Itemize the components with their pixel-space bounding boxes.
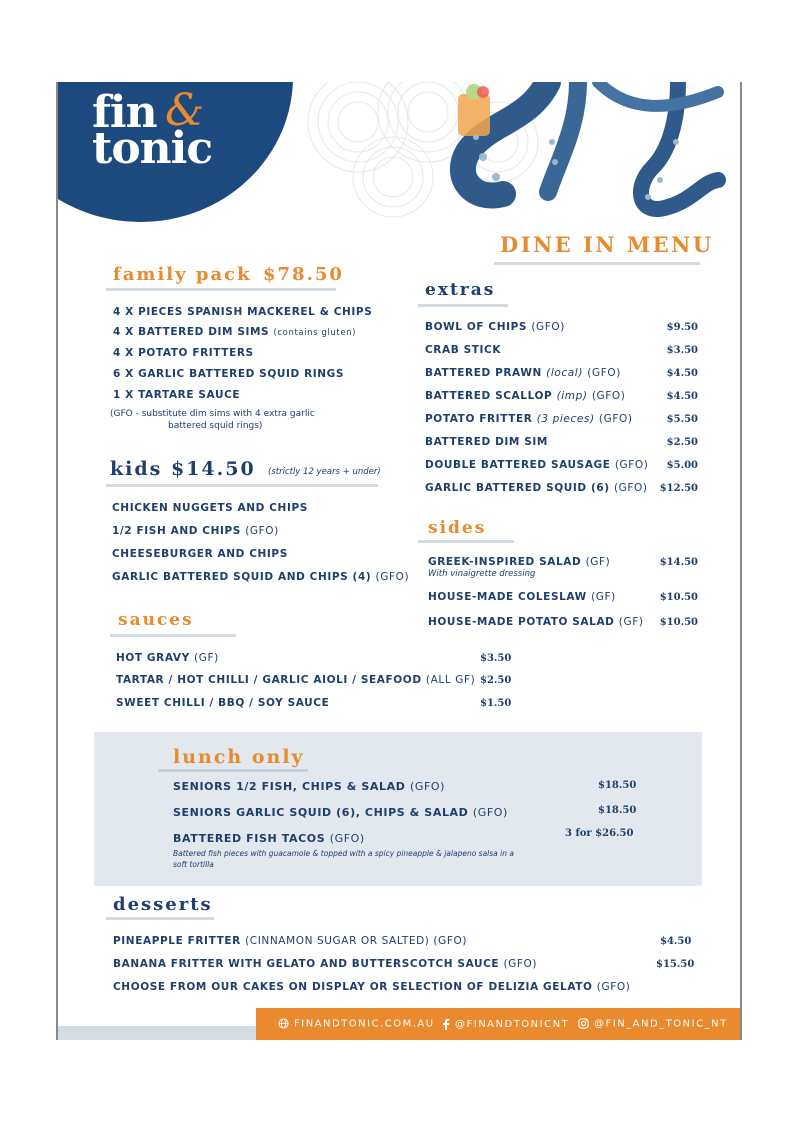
item-name: GARLIC BATTERED SQUID (6) <box>425 482 610 494</box>
item-qualifier: (3 pieces) <box>536 413 595 425</box>
footer-instagram[interactable] <box>578 1018 728 1030</box>
extras-item <box>425 367 621 379</box>
lunch-item <box>173 780 445 793</box>
extras-price: $4.50 <box>666 391 698 402</box>
item-name: POTATO FRITTER <box>425 413 533 425</box>
footer-website[interactable] <box>278 1018 435 1030</box>
item-suffix: (GFO) <box>587 367 621 379</box>
kids-item <box>112 525 279 537</box>
extras-price: $4.50 <box>666 368 698 379</box>
item-suffix: (GFO) <box>591 390 626 402</box>
sides-item <box>428 591 616 603</box>
item-suffix: (GFO) <box>329 832 365 845</box>
sides-title: sides <box>428 518 487 538</box>
lunch-underline <box>158 769 308 772</box>
item-qualifier: (imp) <box>556 390 588 402</box>
item-name: GARLIC BATTERED SQUID AND CHIPS (4) <box>112 571 372 583</box>
sides-underline <box>418 540 514 543</box>
item-suffix: (GF) <box>194 652 219 664</box>
extras-price: $2.50 <box>666 437 698 448</box>
extras-price: $12.50 <box>659 483 698 494</box>
item-name: CRAB STICK <box>425 344 502 356</box>
desserts-title: desserts <box>113 894 213 915</box>
item-description: soft tortilla <box>173 860 214 869</box>
logo-ampersand: & <box>165 85 204 136</box>
sides-price: $10.50 <box>659 617 698 628</box>
kids-item <box>112 571 409 583</box>
sauce-item <box>116 674 475 686</box>
extras-item <box>425 344 501 356</box>
family-pack-item <box>113 326 356 338</box>
item-suffix: (GFO) <box>614 459 649 471</box>
item-description: Battered fish pieces with guacamole & topped with a spicy pineapple & jalapeno salsa in a <box>173 849 514 858</box>
family-pack-title: family pack <box>113 264 252 285</box>
item-suffix: (GFO) <box>531 321 565 333</box>
item-name: BATTERED FISH TACOS <box>173 832 326 845</box>
octopus-illustration <box>428 82 740 227</box>
lunch-title: lunch only <box>173 746 305 768</box>
item-name: BATTERED DIM SIM <box>425 436 548 448</box>
lunch-price: $18.50 <box>598 805 637 816</box>
item-suffix: (GF) <box>585 556 611 568</box>
dessert-price: $15.50 <box>656 959 695 970</box>
extras-item <box>425 413 633 425</box>
item-name: TARTAR / HOT CHILLI / GARLIC AIOLI / SEAFOOD <box>116 674 422 686</box>
item-name: PINEAPPLE FRITTER <box>113 935 241 947</box>
website-link[interactable]: FINANDTONIC.COM.AU <box>294 1018 435 1030</box>
item-description: With vinaigrette dressing <box>428 569 536 579</box>
family-pack-price: $78.50 <box>263 264 344 285</box>
item-suffix: (GFO) <box>375 571 410 583</box>
page-title: DINE IN MENU <box>500 232 714 257</box>
item-name: CHICKEN NUGGETS AND CHIPS <box>112 502 308 514</box>
dessert-price: $4.50 <box>660 936 692 947</box>
footer-facebook[interactable] <box>442 1018 569 1030</box>
item-name: HOUSE-MADE COLESLAW <box>428 591 587 603</box>
item-suffix: (GFO) <box>596 981 631 993</box>
facebook-link[interactable]: @FINANDTONICNT <box>455 1019 570 1030</box>
sides-price: $10.50 <box>659 592 698 603</box>
kids-item <box>112 502 308 514</box>
dessert-item <box>113 958 537 970</box>
instagram-icon <box>578 1018 589 1029</box>
extras-item <box>425 459 648 471</box>
lunch-price: $18.50 <box>598 780 637 791</box>
sauce-price: $3.50 <box>480 653 512 664</box>
extras-item <box>425 390 626 402</box>
kids-underline <box>106 484 378 487</box>
item-name: BATTERED SCALLOP <box>425 390 553 402</box>
extras-title: extras <box>425 280 496 300</box>
globe-icon <box>278 1018 289 1029</box>
sauce-price: $1.50 <box>480 698 512 709</box>
item-suffix: (GFO) <box>409 780 446 793</box>
item-name: 1/2 FISH AND CHIPS <box>112 525 241 537</box>
sides-price: $14.50 <box>659 557 698 568</box>
item-suffix: (CINNAMON SUGAR OR SALTED) (GFO) <box>245 935 468 947</box>
item-name: HOUSE-MADE POTATO SALAD <box>428 616 615 628</box>
item-name: BOWL OF CHIPS <box>425 321 528 333</box>
item-name: CHOOSE FROM OUR CAKES ON DISPLAY OR SELECTION OF DELIZIA GELATO <box>113 981 593 993</box>
item-name: SWEET CHILLI / BBQ / SOY SAUCE <box>116 697 330 709</box>
gfo-note: battered squid rings) <box>168 421 263 431</box>
sides-item <box>428 616 644 628</box>
item-qualifier: (local) <box>546 367 584 379</box>
item-suffix: (GF) <box>591 591 616 603</box>
extras-underline <box>418 304 508 307</box>
family-pack-underline <box>106 288 336 291</box>
dessert-item <box>113 935 467 947</box>
item-name: CHEESEBURGER AND CHIPS <box>112 548 288 560</box>
logo-word-fin: fin <box>92 87 157 138</box>
extras-item <box>425 321 565 333</box>
extras-price: $5.50 <box>666 414 698 425</box>
dessert-item <box>113 981 630 993</box>
sauce-item <box>116 697 329 709</box>
item-name: DOUBLE BATTERED SAUSAGE <box>425 459 611 471</box>
logo-word-tonic: tonic <box>92 123 213 174</box>
menu-page <box>56 82 742 1040</box>
sauce-item <box>116 652 219 664</box>
item-name: SENIORS GARLIC SQUID (6), CHIPS & SALAD <box>173 806 469 819</box>
lunch-item <box>173 832 365 845</box>
item-suffix: (GFO) <box>613 482 648 494</box>
item-note: (contains gluten) <box>273 328 357 338</box>
family-pack-item: 1 X TARTARE SAUCE <box>113 389 241 401</box>
sauce-price: $2.50 <box>480 675 512 686</box>
facebook-icon <box>442 1018 450 1030</box>
desserts-underline <box>106 917 214 920</box>
item-suffix: (GFO) <box>472 806 508 819</box>
item-name: SENIORS 1/2 FISH, CHIPS & SALAD <box>173 780 406 793</box>
title-underline <box>494 262 700 265</box>
sides-item <box>428 556 610 568</box>
lunch-price: 3 for $26.50 <box>565 828 634 839</box>
family-pack-item: 4 X POTATO FRITTERS <box>113 347 254 359</box>
kids-title: kids $14.50 <box>110 458 256 480</box>
item-name: BATTERED PRAWN <box>425 367 542 379</box>
item-name: BANANA FRITTER WITH GELATO AND BUTTERSCOTCH SAUCE <box>113 958 500 970</box>
item-suffix: (GF) <box>618 616 644 628</box>
item-name: 4 X BATTERED DIM SIMS <box>113 326 270 338</box>
sauces-title: sauces <box>118 610 194 630</box>
family-pack-item: 4 X PIECES SPANISH MACKEREL & CHIPS <box>113 306 373 318</box>
item-suffix: (GFO) <box>503 958 538 970</box>
extras-item <box>425 436 548 448</box>
gfo-note: (GFO - substitute dim sims with 4 extra garlic <box>110 409 315 419</box>
item-suffix: (GFO) <box>598 413 633 425</box>
kids-item <box>112 548 288 560</box>
item-name: HOT GRAVY <box>116 652 190 664</box>
extras-item <box>425 482 648 494</box>
extras-price: $3.50 <box>666 345 698 356</box>
extras-price: $5.00 <box>666 460 698 471</box>
lunch-item <box>173 806 508 819</box>
footer-strip <box>58 1026 256 1040</box>
instagram-link[interactable]: @FIN_AND_TONIC_NT <box>594 1018 728 1030</box>
footer-bar <box>256 1008 740 1040</box>
item-suffix: (ALL GF) <box>425 674 476 686</box>
kids-note: (strictly 12 years + under) <box>268 467 381 477</box>
sauces-underline <box>110 634 236 637</box>
item-suffix: (GFO) <box>245 525 279 537</box>
family-pack-item: 6 X GARLIC BATTERED SQUID RINGS <box>113 368 345 380</box>
extras-price: $9.50 <box>666 322 698 333</box>
item-name: GREEK-INSPIRED SALAD <box>428 556 582 568</box>
logo <box>92 85 213 174</box>
